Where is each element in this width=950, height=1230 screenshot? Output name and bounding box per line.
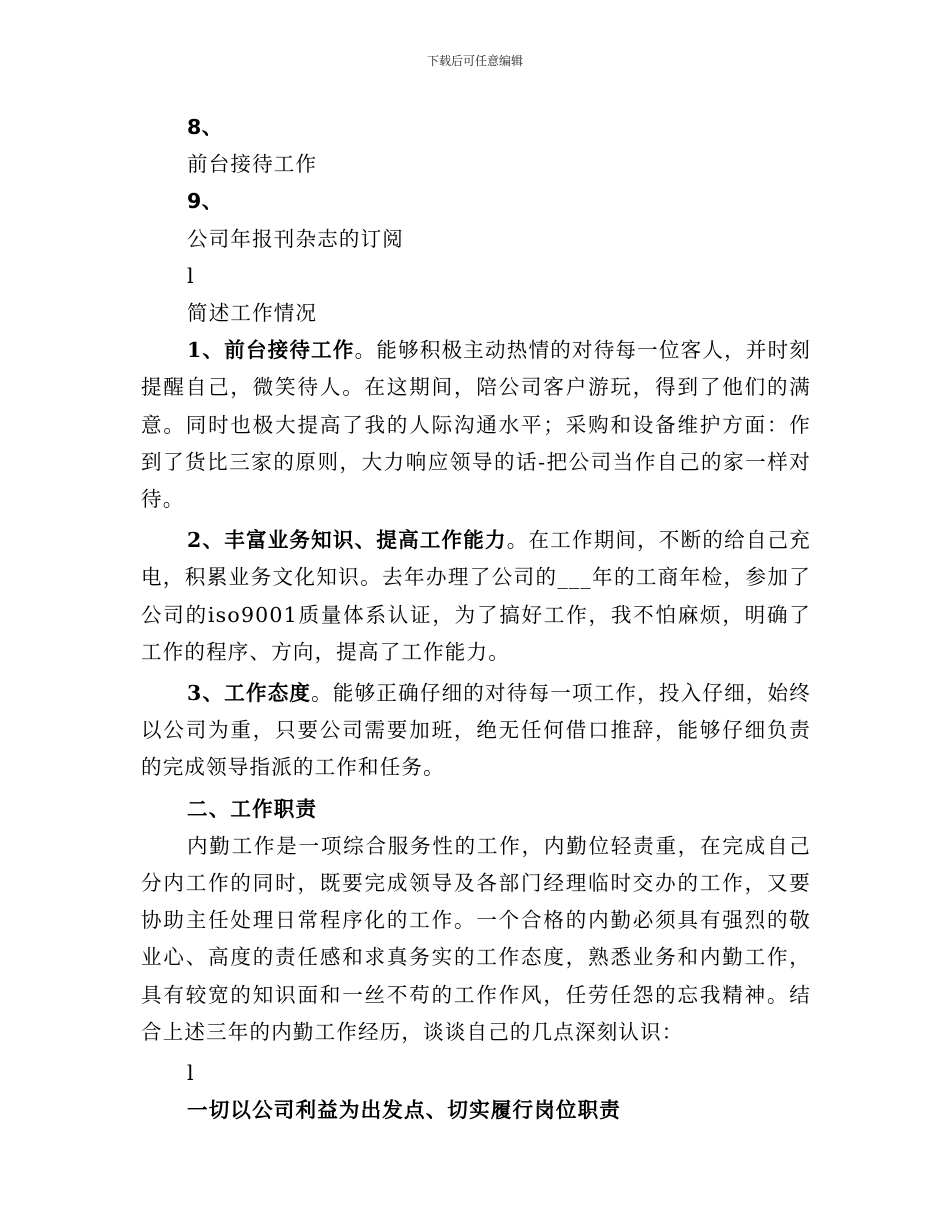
list-marker: l <box>187 263 195 288</box>
item-8-text: 前台接待工作 <box>187 152 318 177</box>
paragraph-business-knowledge <box>141 522 811 671</box>
item-9-text: 公司年报刊杂志的订阅 <box>187 226 404 251</box>
item-9-number: 9、 <box>187 189 223 214</box>
paragraph-work-attitude <box>141 675 811 787</box>
item-8-number: 8、 <box>187 115 223 139</box>
section-heading-duties: 二、工作职责 <box>187 796 318 821</box>
paragraph-business-knowledge-lead: 2、丰富业务知识、提高工作能力 <box>187 528 507 553</box>
paragraph-front-desk-body: 。能够积极主动热情的对待每一位客人，并时刻提醒自己，微笑待人。在这期间，陪公司客户游玩，得到了他们的满意。同时也极大提高了我的人际沟通水平；采购和设备维护方面：作到了货比三家的原则，大力响应领导的话-把公司当作自己的家一样对待。 <box>141 338 811 512</box>
section-heading-summary: 简述工作情况 <box>187 301 318 326</box>
paragraph-work-attitude-lead: 3、工作态度 <box>187 681 312 706</box>
paragraph-front-desk <box>141 332 811 518</box>
page-header-note: 下载后可任意编辑 <box>426 54 523 68</box>
list-marker: l <box>187 1061 195 1086</box>
paragraph-business-knowledge-body: 。在工作期间，不断的给自己充电，积累业务文化知识。去年办理了公司的___年的工商年检，参加了公司的iso9001质量体系认证，为了搞好工作，我不怕麻烦，明确了工作的程序、方向，提高了工作能力。 <box>141 528 811 664</box>
paragraph-work-attitude-body: 。能够正确仔细的对待每一项工作，投入仔细，始终以公司为重，只要公司需要加班，绝无任何借口推辞，能够仔细负责的完成领导指派的工作和任务。 <box>141 681 811 780</box>
final-heading: 一切以公司利益为出发点、切实履行岗位职责 <box>187 1098 621 1123</box>
paragraph-duties: 内勤工作是一项综合服务性的工作，内勤位轻责重，在完成自己分内工作的同时，既要完成领导及各部门经理临时交办的工作，又要协助主任处理日常程序化的工作。一个合格的内勤必须具有强烈的敬业心、高度的责任感和求真务实的工作态度，熟悉业务和内勤工作，具有较宽的知识面和一丝不苟的工作作风，任劳任怨的忘我精神。结合上述三年的内勤工作经历，谈谈自己的几点深刻认识： <box>141 833 811 1044</box>
paragraph-front-desk-lead: 1、前台接待工作 <box>187 338 355 363</box>
document-body <box>141 109 811 1129</box>
